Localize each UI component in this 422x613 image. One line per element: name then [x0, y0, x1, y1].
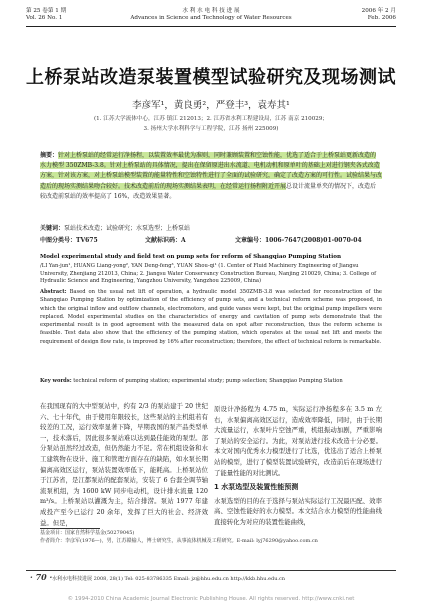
clc-number: 中图分类号：TV675 [40, 237, 98, 244]
affiliation-line: (1. 江苏大学流体中心，江苏 镇江 212013；2. 江苏省水利工程建设局，江苏 南京 210029； [93, 116, 329, 122]
english-keywords-label: Key words: [40, 378, 72, 384]
copyright-watermark: © 1994-2010 China Academic Journal Electronic Publishing House. All rights reserved. http://www.cnki.net [67, 596, 355, 602]
section-heading: 1 水泵选型及装置性能预测 [214, 483, 299, 492]
affiliations [30, 114, 392, 134]
classification-line [40, 236, 382, 245]
paper-title: 上桥泵站改造泵装置模型试验研究及现场测试 [26, 67, 396, 88]
chinese-abstract [40, 151, 382, 202]
page-number: · 70 · [30, 572, 53, 582]
header-rule [26, 26, 396, 27]
abstract-label: 摘要： [40, 152, 59, 159]
footnote-rule [40, 528, 100, 529]
english-authors: /LI Yan-jun¹, HUANG Liang-yong², YAN Deng-feng³, YUAN Shou-qi¹ (1. Center of Fluid Machinery Engineering of Jiangsu University, Zhenjiang 212013, China; 2. Jiangsu Water Conservancy Construction Bureau, Nanjing 210029, China; 3. College of Hydraulic Science and Engineering, Yangzhou University, Yangzhou 225009, China) [40, 263, 377, 284]
body-paragraph: 在我国现有的大中型泵站中，约有 2/3 的泵站建于 20 世纪六、七十年代，由于使用年限较长，这些泵站的主机组若有较差的工况，运行效率显著下降，早期我国的泵产品类型单一，技术落后，因此很多泵站难以达到最佳能效的泵型。部分泵站虽然经过改造，但仍然能力不足。常在机组设备和水工建筑物在设计、施工和管理方面存在的缺陷，如水泵长期偏离高效区运行，泵站装置效率低下，能耗高。上桥泵站位于江苏省，是江都泵站的配套泵站，安装了 6 台套全调节轴流泵机组，为 1600 kW 同步电动机，设计排水流量 120 m³/s。上桥泵站以灌溉为主，结合排涝。泵站 1977 年建成投产至今已运行 20 余年，发挥了巨大的社会、经济效益。但是， [40, 402, 208, 527]
keywords-text: 泵站技术改造；试验研究；水泵选型；上桥泵站 [64, 225, 191, 232]
journal-name-en: Advances in Science and Technology of Water Resources [130, 15, 292, 21]
journal-name-cn: 水 利 水 电 科 技 进 展 [182, 8, 240, 14]
header-date-en: Feb. 2006 [367, 15, 396, 21]
keywords-label: 关键词： [40, 225, 65, 232]
footer-rule [26, 570, 396, 571]
document-code: 文献标识码：A [145, 237, 186, 244]
chinese-keywords [40, 224, 382, 233]
header-right [276, 8, 396, 22]
header-date-cn: 2006 年 2 月 [361, 8, 396, 14]
english-title: Model experimental study and field test on pump sets for reform of Shangqiao Pumping Station [40, 254, 342, 260]
abstract-text: 总设计流量单夹的情况下，改造后较改造前泵站的效率提高了 16%，改造效果显著。 [40, 182, 377, 200]
english-keywords-text: technical reform of pumping station; experimental study; pump selection; Shangqiao Pumping Station [73, 378, 343, 384]
body-paragraph: 原设计净扬程为 4.75 m，实际运行净扬程多在 3.5 m 左右，水泵偏离高效区运行，造成效率降低，同时，由于长期大流量运行，水泵叶片空蚀严重，机组振动加剧，严重影响了泵站的安全运行。为此，对泵站进行技术改造十分必要。本文对国内优秀水力模型进行了比选，优选出了适合上桥泵站的模型，进行了模型装置试验研究，改造前后在现场进行了能量性能的对比测试。 [214, 405, 382, 477]
article-number: 文章编号：1006-7647(2008)01-0070-04 [235, 237, 362, 244]
footnote-funding: 基金项目：国家自然科学基金(50279045) [40, 530, 135, 536]
english-abstract-text: Based on the usual net lift of operation, a hydraulic model 350ZMB-3.8 was selected for reconstruction of the Shangqiao Pumping Station by optimization of the efficiency of pump sets, and a technical reform scheme was proposed, in which the original inflow and outflow channels, electromotors, and guide vanes were kept, but the original pump impellers were replaced. Model experimental studies on the characteristics of energy and cavitation of pump sets demonstrate that the experimental result is in good agreement with the measured data on spot after reconstruction, thus the reform scheme is feasible. Test data also show that the efficiency of the pumping station, which operates at the usual net lift and meets the requirement of design flow rate, is improved by 16% after reconstruction; therefore, the effect of technical reform is remarkable. [40, 289, 382, 345]
english-abstract-label: Abstract: [40, 289, 67, 295]
footnotes [40, 530, 318, 545]
affiliation-line: 3. 扬州大学水利科学与工程学院，江苏 扬州 225009) [143, 126, 279, 132]
english-abstract [40, 288, 382, 346]
footer-text: 水利水电科技进展 2008, 28(1) Tel: 025-83786335 Email: jz@hhu.edu.cn http://kkb.hhu.edu.cn [52, 576, 286, 582]
section-paragraph: 水泵选型的目的在于选择与泵站实际运行工况最匹配、效率高、空蚀性能好的水力模型。本文结合水力模型的性能曲线直接转化为对应的装置性能曲线， [214, 496, 382, 526]
footnote-author-bio: 作者简介：李彦军(1976—)，男，江苏赣榆人，博士研究生，从事流体机械及工程研究。E-mail: lyj76290@yahoo.com.cn [40, 537, 318, 544]
body-column-left [40, 401, 208, 528]
author-list: 李彦军¹，黄良勇²，严登丰³，袁寿其¹ [132, 100, 290, 111]
header-volume-cn: 第 25 卷第 1 期 [26, 8, 67, 14]
highlighted-text[interactable]: 针对上桥泵站的经常运行净扬程，以装置效率最优为准则，同时兼顾装置和空蚀性能，优选了适合于上桥泵站更新改造的水力模型 350ZMB-3.8。针对上桥泵站的具体情况，提出在保留原进出水流道、电机动机和原单叶的基础上对进行钢夹各式改造方案，针对该方案，对上桥泵站模型装置的能量特性和空蚀特性进行了全面的试验研究，确定了改造方案的可行性。试验结果与改造后的现场实测结果吻合较好。技术改造前后的现场实测结果表明，在经常运行扬程附近开展 [40, 152, 383, 190]
body-column-right [214, 404, 382, 528]
english-keywords [40, 378, 382, 386]
header-volume-en: Vol. 26 No. 1 [26, 15, 63, 21]
